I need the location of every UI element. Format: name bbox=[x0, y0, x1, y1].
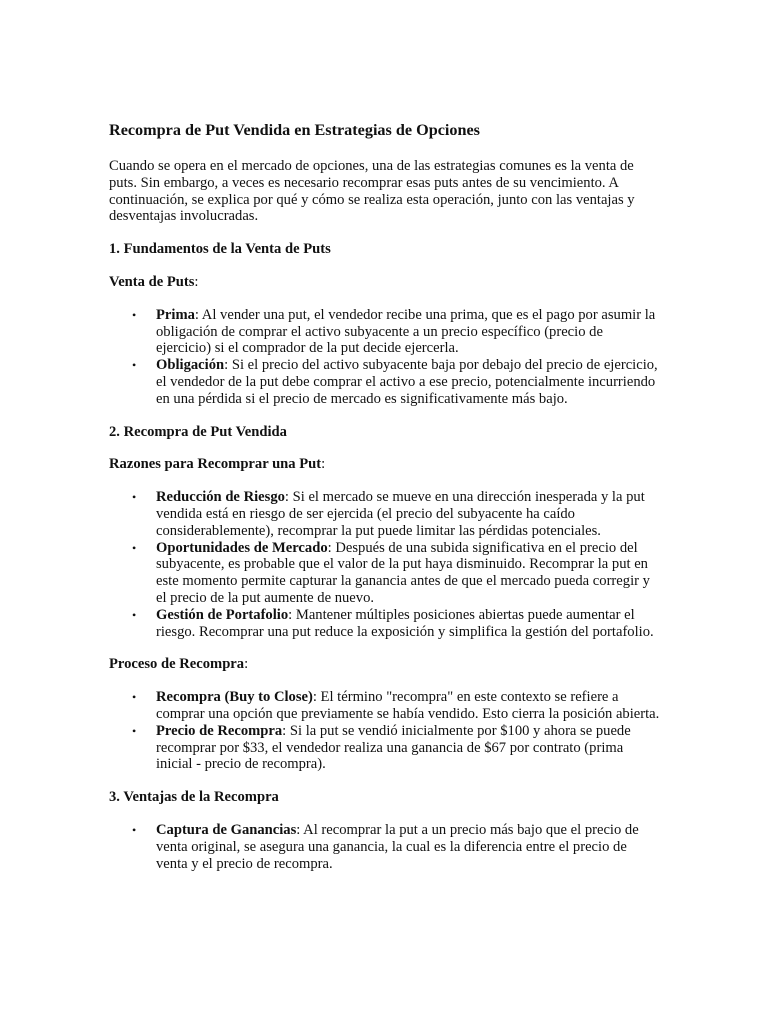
bullet-icon: • bbox=[132, 358, 137, 373]
list-item-text: : El término "recompra" en este contexto se refiere a comprar una opción que previamente se había vendido. Esto cierra la posición abierta. bbox=[156, 689, 660, 722]
bullet-icon: • bbox=[132, 490, 137, 505]
bullet-icon: • bbox=[132, 607, 137, 622]
list-item-text: : Si el precio del activo subyacente baja por debajo del precio de ejercicio, el vendedor de la put debe comprar el activo a ese precio, potencialmente incurriendo en una pérdida si el precio de mercado es significativamente más bajo. bbox=[156, 357, 658, 407]
list-item-term: Oportunidades de Mercado bbox=[156, 539, 328, 556]
bullet-icon: • bbox=[132, 307, 137, 322]
section-3-heading: 3. Ventajas de la Recompra bbox=[109, 789, 279, 806]
list-item bbox=[109, 357, 661, 407]
section-1-heading: 1. Fundamentos de la Venta de Puts bbox=[109, 241, 331, 258]
list-item-term: Prima bbox=[156, 306, 195, 323]
subheading-colon: : bbox=[321, 456, 326, 473]
list-item-text: : Al vender una put, el vendedor recibe una prima, que es el pago por asumir la obligación de comprar el activo subyacente a un precio específico (precio de ejercicio) si el comprador de la put decide ejercerla. bbox=[156, 306, 656, 357]
intro-paragraph: Cuando se opera en el mercado de opciones, una de las estrategias comunes es la venta de puts. Sin embargo, a veces es necesario recomprar esas puts antes de su vencimiento. A continuación, se explica por qué y cómo se realiza esta operación, junto con las ventajas y desventajas involucradas. bbox=[109, 158, 635, 225]
section-2-reasons-subheading bbox=[109, 456, 661, 473]
bullet-icon: • bbox=[132, 723, 137, 738]
subheading-colon: : bbox=[244, 656, 249, 673]
list-item-term: Captura de Ganancias bbox=[156, 821, 297, 838]
list-item-term: Precio de Recompra bbox=[156, 722, 283, 739]
bullet-icon: • bbox=[132, 540, 137, 555]
list-item-text: : Si el mercado se mueve en una dirección inesperada y la put vendida está en riesgo de ser ejercida (el precio del subyacente ha caído considerablemente), recomprar la put puede limitar las pérdidas potenciales. bbox=[156, 489, 645, 539]
section-1-list bbox=[109, 307, 661, 408]
subheading-colon: : bbox=[194, 273, 199, 290]
section-2-heading: 2. Recompra de Put Vendida bbox=[109, 423, 287, 440]
subheading-label: Venta de Puts bbox=[109, 273, 195, 290]
section-2-process-list bbox=[109, 689, 661, 773]
list-item bbox=[109, 607, 661, 641]
list-item-text: : Al recomprar la put a un precio más bajo que el precio de venta original, se asegura una ganancia, la cual es la diferencia entre el precio de venta y el precio de recompra. bbox=[156, 821, 639, 872]
list-item bbox=[109, 540, 661, 607]
section-2-reasons-list bbox=[109, 489, 661, 640]
list-item-term: Recompra (Buy to Close) bbox=[156, 689, 313, 706]
section-2-process-subheading bbox=[109, 656, 661, 673]
list-item bbox=[109, 489, 661, 539]
list-item bbox=[109, 307, 661, 357]
document-title: Recompra de Put Vendida en Estrategias de Opciones bbox=[109, 121, 480, 139]
list-item-text: : Después de una subida significativa en el precio del subyacente, es probable que el valor de la put haya disminuido. Recomprar la put en este momento permite capturar la ganancia antes de que el mercado pueda corregir y el precio de la put aumente de nuevo. bbox=[156, 539, 650, 606]
list-item bbox=[109, 689, 661, 723]
subheading-label: Proceso de Recompra bbox=[109, 656, 245, 673]
list-item bbox=[109, 822, 661, 872]
subheading-label: Razones para Recomprar una Put bbox=[109, 456, 322, 473]
section-3-list bbox=[109, 822, 661, 872]
bullet-icon: • bbox=[132, 822, 137, 837]
list-item-text: : Mantener múltiples posiciones abiertas puede aumentar el riesgo. Recomprar una put reduce la exposición y simplifica la gestión del portafolio. bbox=[156, 606, 654, 640]
list-item-term: Obligación bbox=[156, 357, 225, 374]
list-item-term: Gestión de Portafolio bbox=[156, 606, 289, 623]
bullet-icon: • bbox=[132, 690, 137, 705]
list-item-text: : Si la put se vendió inicialmente por $100 y ahora se puede recomprar por $33, el vendedor realiza una ganancia de $67 por contrato (prima inicial - precio de recompra). bbox=[156, 722, 631, 773]
document-page bbox=[109, 120, 661, 888]
section-1-subheading bbox=[109, 274, 661, 291]
list-item bbox=[109, 723, 661, 773]
list-item-term: Reducción de Riesgo bbox=[156, 489, 285, 506]
